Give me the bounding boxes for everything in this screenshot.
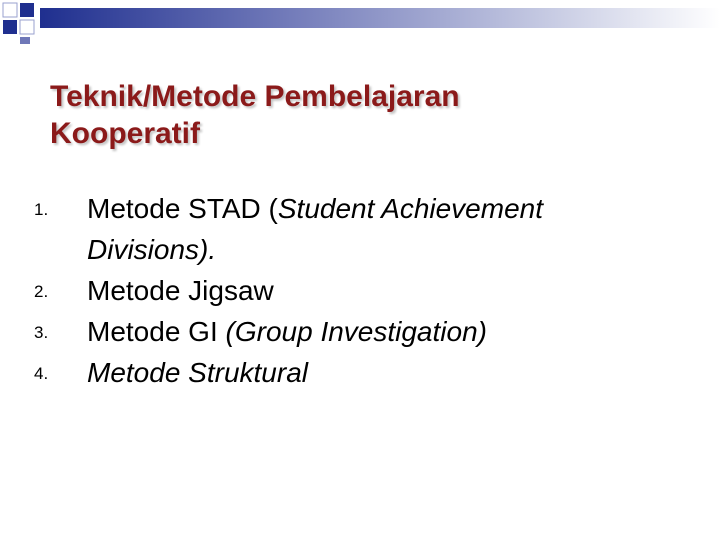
decor-square-2 (20, 3, 34, 17)
list-item-number: 2. (34, 282, 49, 301)
list-item-number: 3. (34, 323, 49, 342)
list-item-number: 1. (34, 200, 49, 219)
decor-square-1 (3, 3, 17, 17)
header-band-graphic (0, 0, 720, 44)
slide-title-line-1: Teknik/Metode Pembelajaran (50, 80, 460, 113)
list-item-text: Metode STAD ( (87, 193, 278, 224)
list-item (34, 311, 674, 352)
list-item-italic-text: Metode Struktural (87, 357, 308, 388)
list-item-text: Metode Jigsaw (87, 275, 274, 306)
slide-title (50, 78, 670, 152)
list-item (34, 352, 674, 393)
list-item-number: 4. (34, 364, 49, 383)
list-item-italic-text: (Group Investigation) (225, 316, 487, 347)
header-gradient-bar (40, 8, 720, 28)
method-list (34, 188, 674, 393)
list-item-text: Metode GI (87, 316, 226, 347)
list-item-italic-text-continued: Divisions). (87, 234, 217, 265)
list-item (34, 270, 674, 311)
decor-square-5 (20, 37, 30, 44)
slide-title-line-2: Kooperatif (50, 117, 200, 150)
decor-square-3 (3, 20, 17, 34)
header-gradient-band (0, 0, 720, 44)
list-item (34, 188, 674, 270)
list-item-italic-text: Student Achievement (277, 193, 543, 224)
decor-square-4 (20, 20, 34, 34)
